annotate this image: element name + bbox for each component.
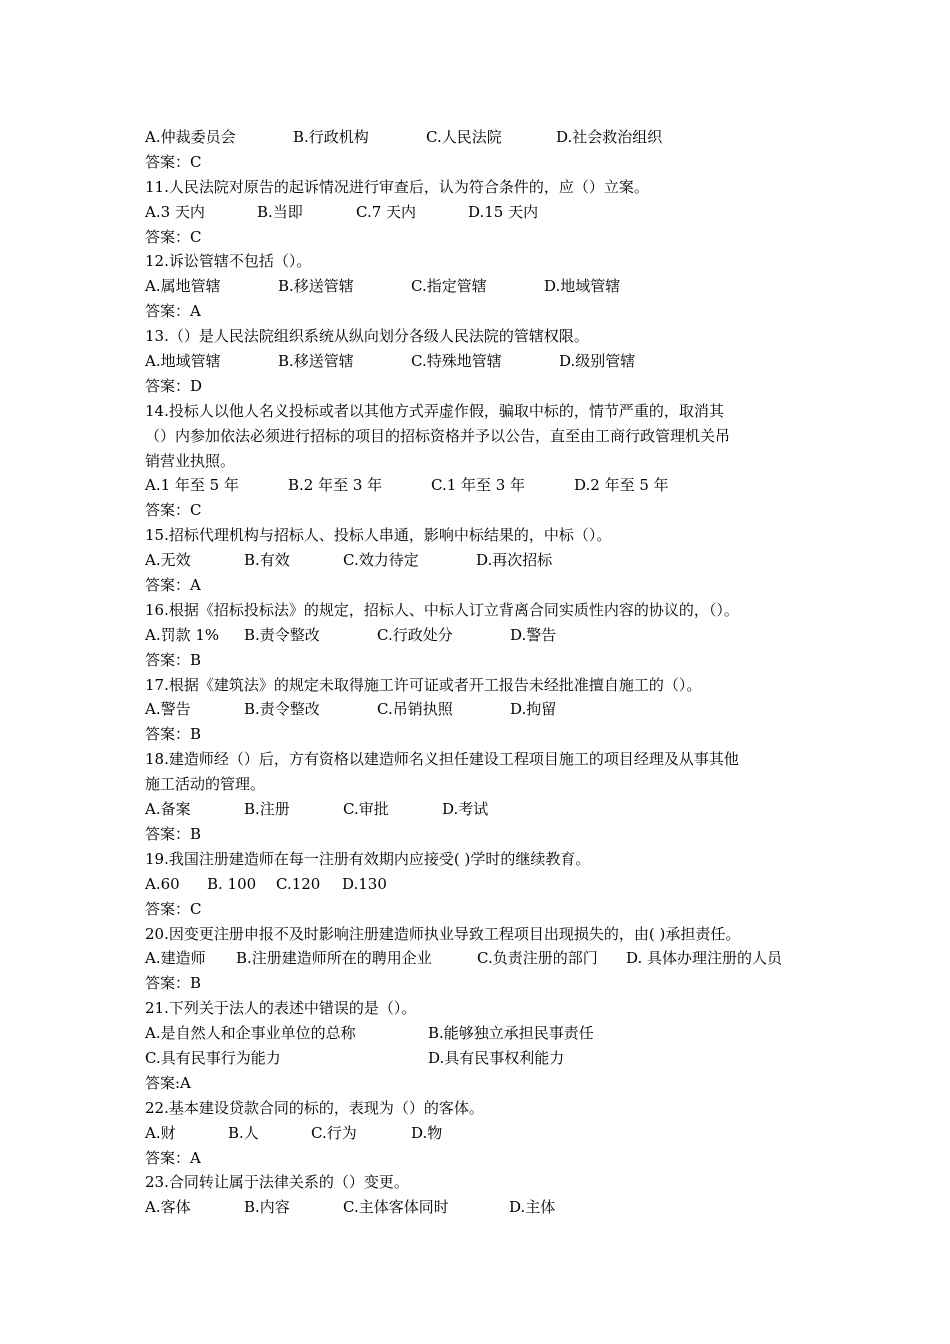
- option: C.7 天内: [356, 202, 417, 221]
- option: B.注册: [244, 800, 290, 819]
- option: A.建造师: [145, 949, 206, 968]
- options-row: [145, 548, 825, 573]
- question-text: 14.投标人以他人名义投标或者以其他方式弄虚作假，骗取中标的，情节严重的，取消其: [145, 401, 724, 420]
- question-text: （）内参加依法必须进行招标的项目的招标资格并予以公告，直至由工商行政管理机关吊: [145, 426, 731, 445]
- options-row: [145, 697, 825, 722]
- option: A.罚款 1%: [145, 625, 220, 644]
- option: B.责令整改: [244, 625, 320, 644]
- option: D.警告: [510, 625, 557, 644]
- question-text: 21.下列关于法人的表述中错误的是（）。: [145, 999, 417, 1018]
- option: C.效力待定: [343, 551, 419, 570]
- option: B. 100: [207, 874, 257, 893]
- option: A.备案: [145, 800, 191, 819]
- question-text: 17.根据《建筑法》的规定未取得施工许可证或者开工报告未经批准擅自施工的（）。: [145, 675, 702, 694]
- option: C.指定管辖: [411, 277, 487, 296]
- option: C.120: [276, 874, 321, 893]
- question-text: 20.因变更注册申报不及时影响注册建造师执业导致工程项目出现损失的，由( )承担责任。: [145, 924, 741, 943]
- option: D.再次招标: [476, 551, 553, 570]
- option: A.无效: [145, 551, 191, 570]
- option: A.60: [145, 874, 180, 893]
- option: D.地域管辖: [544, 277, 621, 296]
- option: A.属地管辖: [145, 277, 221, 296]
- option: C.吊销执照: [377, 700, 453, 719]
- option: A.是自然人和企事业单位的总称: [145, 1024, 356, 1043]
- answer-line: 答案：A: [145, 1148, 201, 1167]
- option: D.级别管辖: [559, 352, 636, 371]
- option: A.地域管辖: [145, 352, 221, 371]
- option: D.物: [411, 1123, 443, 1142]
- option: D.15 天内: [468, 202, 539, 221]
- question-text: 施工活动的管理。: [145, 775, 266, 794]
- option: B.人: [228, 1123, 259, 1142]
- question-list: [145, 125, 825, 1220]
- option: D. 具体办理注册的人员: [626, 949, 783, 968]
- option: D.2 年至 5 年: [574, 476, 669, 495]
- options-row: [145, 473, 825, 498]
- option: B.移送管辖: [278, 277, 354, 296]
- question-text: 销营业执照。: [145, 451, 236, 470]
- options-row: [145, 200, 825, 225]
- option: C.行为: [311, 1123, 357, 1142]
- answer-line: 答案：C: [145, 227, 202, 246]
- option: B.行政机构: [293, 128, 369, 146]
- options-row: [145, 349, 825, 374]
- options-row: [145, 872, 825, 897]
- option: C.具有民事行为能力: [145, 1048, 281, 1067]
- option: A.3 天内: [145, 202, 205, 221]
- option: A.警告: [145, 700, 191, 719]
- question-text: 23.合同转让属于法律关系的（）变更。: [145, 1173, 409, 1192]
- options-row: [145, 1121, 825, 1146]
- option: B.2 年至 3 年: [288, 476, 383, 495]
- option: A.1 年至 5 年: [145, 476, 239, 495]
- option: B.内容: [244, 1198, 290, 1217]
- option: D.社会救治组织: [556, 128, 663, 146]
- question-text: 16.根据《招标投标法》的规定，招标人、中标人订立背离合同实质性内容的协议的，（）。: [145, 600, 739, 619]
- options-row: [145, 1021, 825, 1046]
- question-text: 11.人民法院对原告的起诉情况进行审查后，认为符合条件的，应（）立案。: [145, 177, 649, 196]
- answer-line: 答案：B: [145, 725, 202, 744]
- answer-line: 答案：D: [145, 376, 203, 395]
- answer-line: 答案：C: [145, 152, 202, 171]
- option: C.审批: [343, 800, 389, 819]
- answer-line: 答案：A: [145, 302, 201, 321]
- option: D.考试: [442, 800, 489, 819]
- option: A.客体: [145, 1198, 191, 1217]
- answer-line: 答案：B: [145, 974, 202, 993]
- question-text: 19.我国注册建造师在每一注册有效期内应接受( )学时的继续教育。: [145, 849, 591, 868]
- option: A.财: [145, 1123, 176, 1142]
- option: B.注册建造师所在的聘用企业: [236, 949, 432, 968]
- option: C.主体客体同时: [343, 1198, 449, 1217]
- options-row: [145, 274, 825, 299]
- question-text: 15.招标代理机构与招标人、投标人串通，影响中标结果的，中标（）。: [145, 526, 612, 545]
- option: C.人民法院: [426, 128, 502, 146]
- option: B.能够独立承担民事责任: [428, 1024, 594, 1043]
- answer-line: 答案：B: [145, 824, 202, 843]
- options-row: [145, 797, 825, 822]
- option: A.仲裁委员会: [145, 128, 236, 146]
- options-row: [145, 1046, 825, 1071]
- answer-line: 答案：C: [145, 501, 202, 520]
- option: C.负责注册的部门: [477, 949, 598, 968]
- options-row: [145, 623, 825, 648]
- option: D.130: [342, 874, 387, 893]
- answer-line: 答案：A: [145, 576, 201, 595]
- option: D.具有民事权利能力: [428, 1048, 565, 1067]
- options-row: [145, 125, 825, 150]
- options-row: [145, 946, 825, 971]
- option: C.1 年至 3 年: [431, 476, 526, 495]
- option: B.责令整改: [244, 700, 320, 719]
- answer-line: 答案:A: [145, 1073, 191, 1092]
- answer-line: 答案：B: [145, 650, 202, 669]
- option: B.当即: [257, 202, 303, 221]
- option: C.特殊地管辖: [411, 352, 502, 371]
- question-text: 22.基本建设贷款合同的标的，表现为（）的客体。: [145, 1098, 484, 1117]
- option: C.行政处分: [377, 625, 453, 644]
- question-text: 12.诉讼管辖不包括（）。: [145, 252, 312, 271]
- option: D.拘留: [510, 700, 557, 719]
- answer-line: 答案：C: [145, 899, 202, 918]
- options-row: [145, 1195, 825, 1220]
- question-text: 18.建造师经（）后，方有资格以建造师名义担任建设工程项目施工的项目经理及从事其他: [145, 750, 739, 769]
- option: B.有效: [244, 551, 290, 570]
- option: D.主体: [509, 1198, 556, 1217]
- question-text: 13.（）是人民法院组织系统从纵向划分各级人民法院的管辖权限。: [145, 327, 589, 346]
- option: B.移送管辖: [278, 352, 354, 371]
